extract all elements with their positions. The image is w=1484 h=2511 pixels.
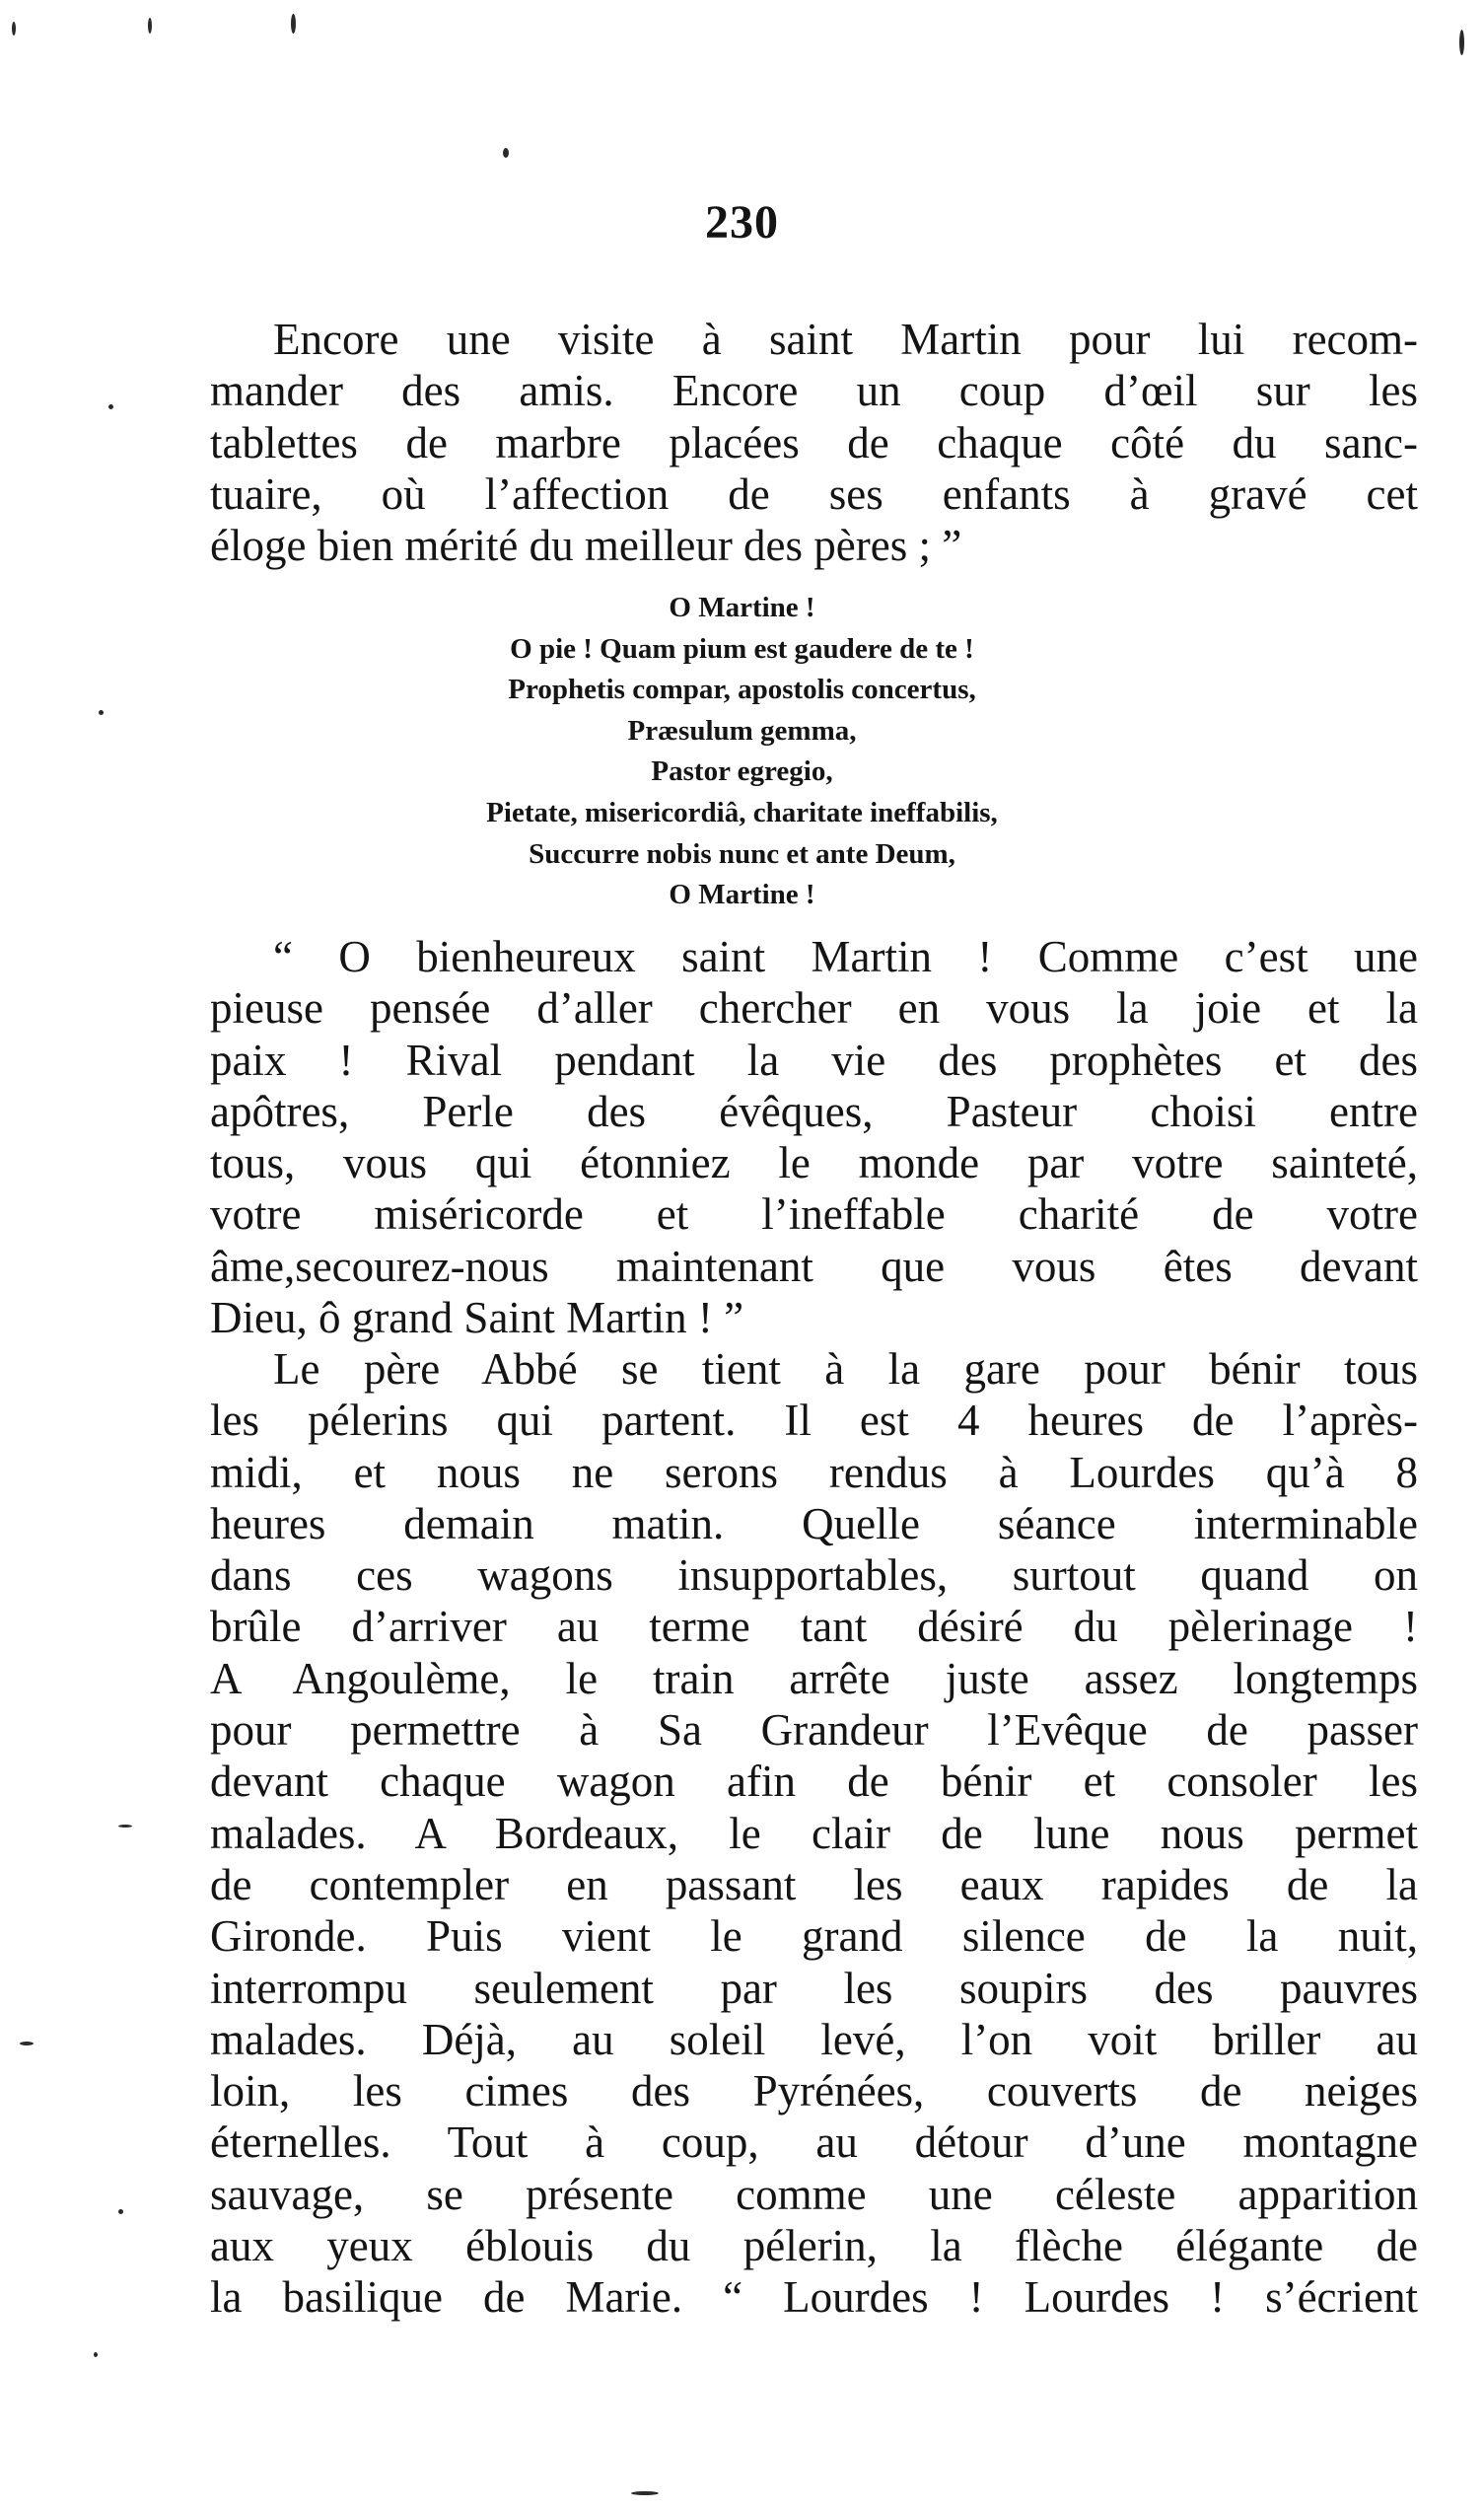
inscription-line: O Martine ! — [669, 592, 815, 623]
text-line: dans ces wagons insupportables, surtout quand on — [210, 1550, 1418, 1601]
text-line: mander des amis. Encore un coup d’œil sur les — [210, 366, 1418, 416]
scan-speck — [94, 2352, 98, 2357]
scan-speck — [12, 22, 16, 36]
scan-speck — [99, 710, 104, 715]
page-number: 230 — [705, 196, 779, 249]
text-line: votre miséricorde et l’ineffable charité de votre — [210, 1189, 1418, 1240]
paragraph-journey-to-lourdes — [210, 1343, 1418, 2324]
scan-speck — [20, 2042, 34, 2045]
text-line: interrompu seulement par les soupirs des pauvres — [210, 1963, 1418, 2013]
scan-speck — [118, 2209, 123, 2214]
text-line: Gironde. Puis vient le grand silence de la nuit, — [210, 1911, 1418, 1962]
text-line: devant chaque wagon afin de bénir et consoler les — [210, 1757, 1418, 1807]
text-line: paix ! Rival pendant la vie des prophètes et des — [210, 1035, 1418, 1085]
text-line: malades. A Bordeaux, le clair de lune nous permet — [210, 1808, 1418, 1858]
text-line: brûle d’arriver au terme tant désiré du pèlerinage ! — [210, 1602, 1418, 1652]
text-line: Le père Abbé se tient à la gare pour bénir tous — [273, 1344, 1418, 1394]
text-line: aux yeux éblouis du pélerin, la flèche élégante de — [210, 2221, 1418, 2271]
scan-speck — [503, 148, 509, 158]
paragraph-translation — [210, 931, 1418, 1343]
text-line: Dieu, ô grand Saint Martin ! ” — [210, 1293, 744, 1343]
text-line: la basilique de Marie. “ Lourdes ! Lourdes ! s’écrient — [210, 2272, 1418, 2323]
text-line: apôtres, Perle des évêques, Pasteur choisi entre — [210, 1086, 1418, 1136]
paragraph-visit-saint-martin — [210, 314, 1418, 571]
text-line: éternelles. Tout à coup, au détour d’une montagne — [210, 2117, 1418, 2168]
scan-speck — [631, 2491, 659, 2495]
text-line: A Angoulème, le train arrête juste assez longtemps — [210, 1653, 1418, 1703]
inscription-line: Præsulum gemma, — [627, 714, 857, 747]
text-line: sauvage, se présente comme une céleste apparition — [210, 2169, 1418, 2219]
text-line: “ O bienheureux saint Martin ! Comme c’est une — [273, 932, 1418, 981]
scan-speck — [148, 18, 152, 34]
text-line: âme,secourez-nous maintenant que vous êtes devant — [210, 1241, 1418, 1291]
scan-speck — [1459, 30, 1464, 55]
text-line: malades. Déjà, au soleil levé, l’on voit briller au — [210, 2014, 1418, 2064]
text-line: de contempler en passant les eaux rapides de la — [210, 1859, 1418, 1909]
scan-speck — [118, 1825, 132, 1828]
scan-speck — [291, 14, 296, 34]
text-line: pour permettre à Sa Grandeur l’Evêque de passer — [210, 1705, 1418, 1756]
text-line: tous, vous qui étonniez le monde par votre sainteté, — [210, 1138, 1418, 1188]
text-line: tuaire, où l’affection de ses enfants à gravé cet — [210, 468, 1418, 519]
inscription-line: Pietate, misericordiâ, charitate ineffabilis, — [486, 796, 998, 828]
inscription-line: O Martine ! — [669, 879, 815, 911]
scan-speck — [108, 404, 113, 409]
inscription-line: O pie ! Quam pium est gaudere de te ! — [510, 632, 974, 665]
text-line: Encore une visite à saint Martin pour lui recom- — [273, 315, 1418, 364]
text-line: tablettes de marbre placées de chaque côté du sanc- — [210, 417, 1418, 467]
text-line: pieuse pensée d’aller chercher en vous la joie et la — [210, 983, 1418, 1034]
text-line: midi, et nous ne serons rendus à Lourdes qu’à 8 — [210, 1447, 1418, 1497]
text-line: heures demain matin. Quelle séance interminable — [210, 1498, 1418, 1548]
inscription-line: Succurre nobis nunc et ante Deum, — [529, 837, 955, 870]
latin-inscription — [0, 588, 1484, 916]
text-line: éloge bien mérité du meilleur des pères ; ” — [210, 521, 962, 571]
text-line: loin, les cimes des Pyrénées, couverts de neiges — [210, 2066, 1418, 2116]
text-line: les pélerins qui partent. Il est 4 heures de l’après- — [210, 1396, 1418, 1446]
inscription-line: Prophetis compar, apostolis concertus, — [508, 674, 976, 706]
inscription-line: Pastor egregio, — [651, 755, 833, 788]
